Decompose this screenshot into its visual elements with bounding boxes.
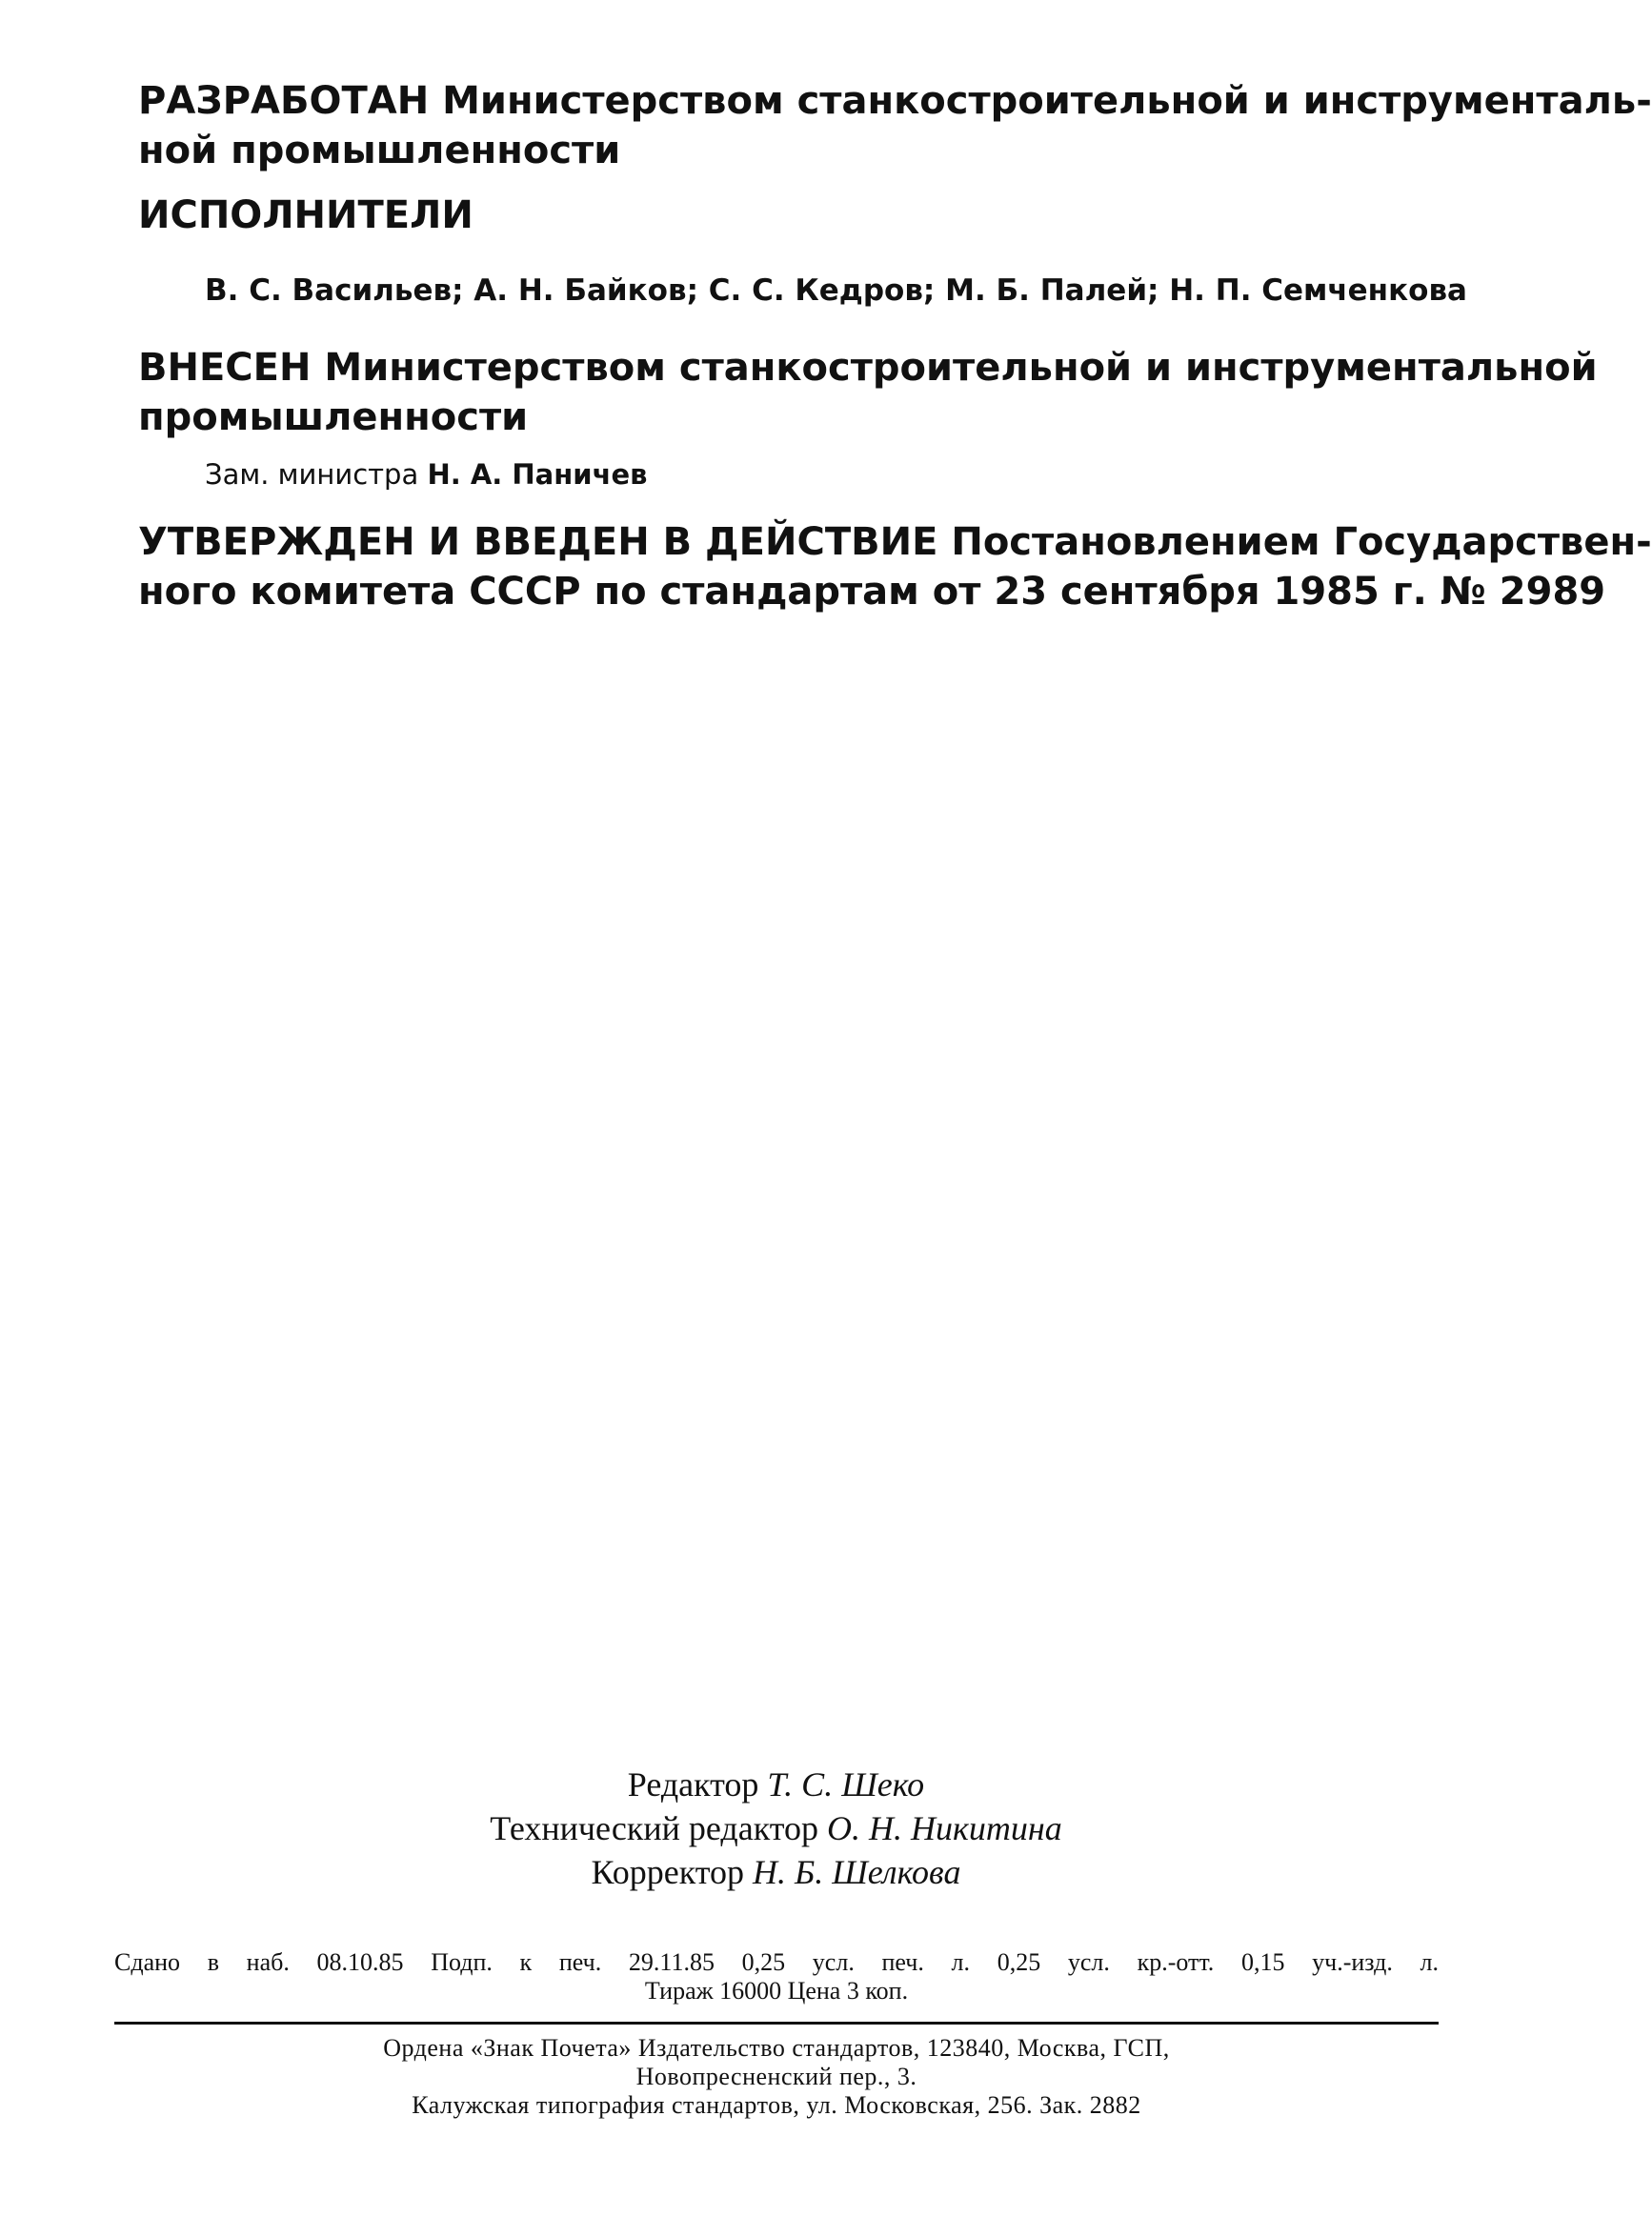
tech-editor-line: [0, 1806, 1552, 1850]
deputy-minister-name: Н. А. Паничев: [427, 458, 648, 491]
tech-editor-name: О. Н. Никитина: [827, 1809, 1062, 1847]
proofreader-name: Н. Б. Шелкова: [753, 1853, 961, 1891]
print-details-line-1: Сдано в наб. 08.10.85 Подп. к печ. 29.11.85 0,25 усл. печ. л. 0,25 усл. кр.-отт. 0,15 уч.-изд. л.: [114, 1948, 1439, 1976]
editorial-credits: [0, 1763, 1552, 1894]
print-details-line-2: Тираж 16000 Цена 3 коп.: [644, 1977, 909, 2005]
introduced-by-line-2: [138, 393, 1462, 442]
executors-section: [138, 191, 1462, 240]
divider-rule: [114, 2022, 1439, 2025]
deputy-minister-title: Зам. министра: [205, 458, 419, 491]
publisher-imprint: [114, 2034, 1439, 2120]
deputy-minister-line: [205, 455, 967, 494]
approved-line-1: [138, 517, 1652, 567]
introduced-by-text-2: промышленности: [138, 395, 529, 439]
developed-by-text-1: Министерством станкостроительной и инструменталь-: [442, 79, 1652, 123]
publisher-line-1: Ордена «Знак Почета» Издательство стандартов, 123840, Москва, ГСП,: [383, 2034, 1170, 2062]
proofreader-role: Корректор: [591, 1853, 745, 1891]
editor-role: Редактор: [627, 1765, 759, 1804]
publisher-line-2: Новопресненский пер., 3.: [635, 2063, 917, 2090]
executors-list: В. С. Васильев; А. Н. Байков; С. С. Кедров; М. Б. Палей; Н. П. Семченкова: [205, 273, 1467, 308]
approved-label: УТВЕРЖДЕН И ВВЕДЕН В ДЕЙСТВИЕ: [138, 520, 938, 564]
editor-line: [0, 1763, 1552, 1806]
introduced-by-line-1: [138, 343, 1598, 393]
developed-by-section: [138, 76, 1652, 175]
print-details: [114, 1948, 1439, 2005]
introduced-by-label: ВНЕСЕН: [138, 346, 312, 390]
developed-by-label: РАЗРАБОТАН: [138, 79, 430, 123]
editor-name: Т. С. Шеко: [767, 1765, 925, 1804]
executors-label: ИСПОЛНИТЕЛИ: [138, 193, 473, 237]
introduced-by-text-1: Министерством станкостроительной и инструментальной: [324, 346, 1598, 390]
tech-editor-role: Технический редактор: [490, 1809, 818, 1847]
approved-text-2: ного комитета СССР по стандартам от 23 сентября 1985 г. № 2989: [138, 570, 1606, 614]
developed-by-line-1: [138, 76, 1652, 126]
developed-by-line-2: [138, 126, 1462, 175]
approved-section: [138, 517, 1652, 616]
introduced-by-section: [138, 343, 1598, 442]
publisher-line-3: Калужская типография стандартов, ул. Московская, 256. Зак. 2882: [412, 2091, 1141, 2119]
approved-text-1: Постановлением Государствен-: [951, 520, 1652, 564]
developed-by-text-2: ной промышленности: [138, 129, 621, 172]
approved-line-2: [138, 567, 1606, 616]
proofreader-line: [0, 1850, 1552, 1894]
